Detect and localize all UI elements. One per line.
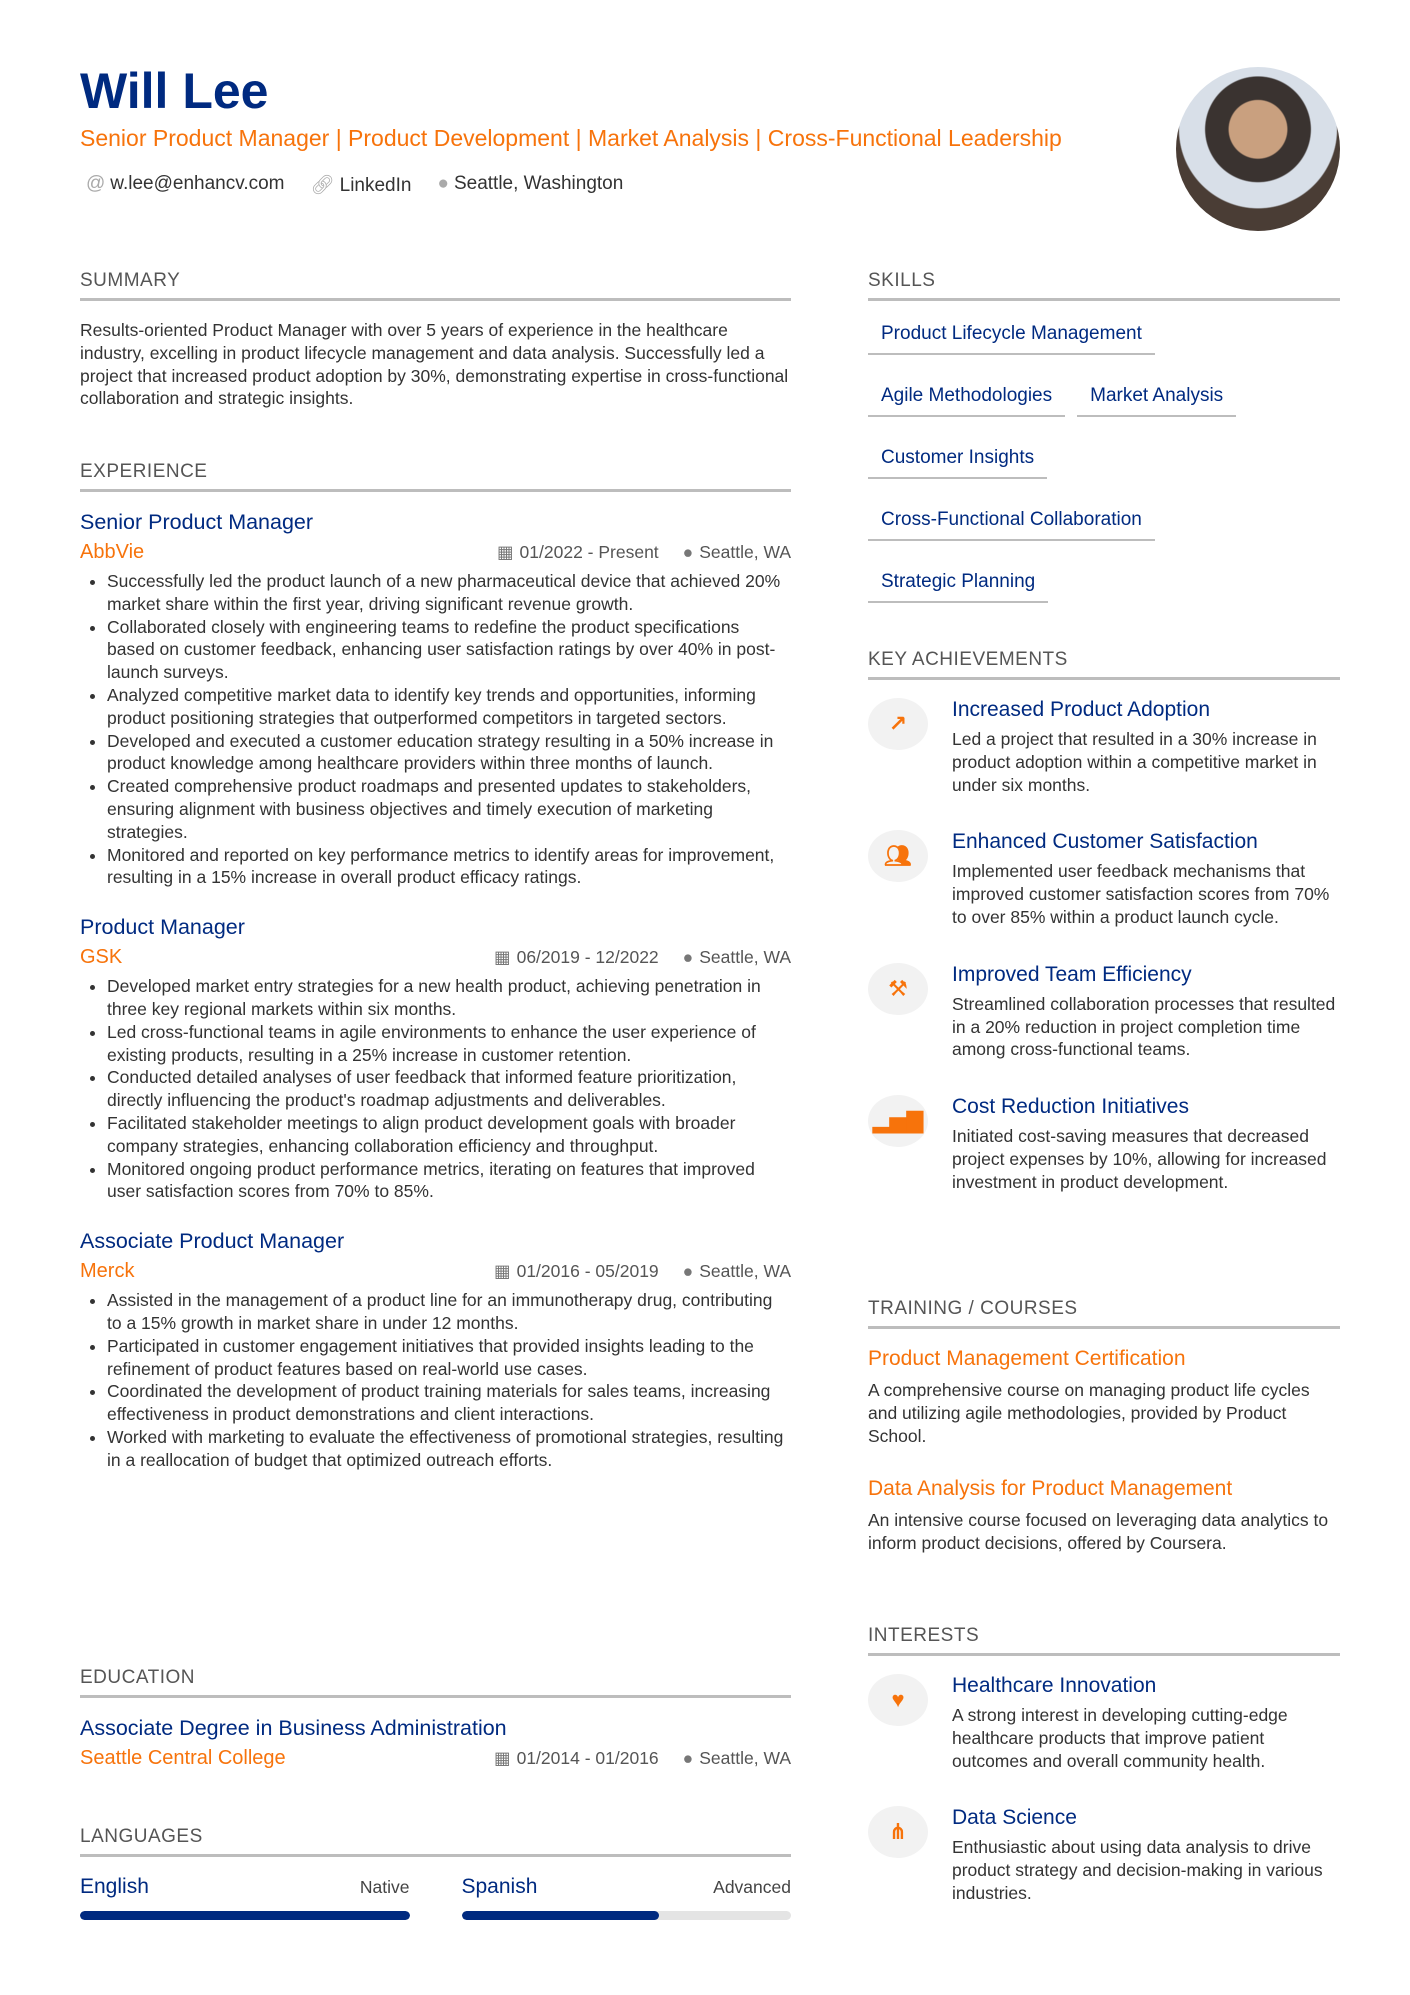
section-heading: KEY ACHIEVEMENTS [868,649,1340,680]
job-entry [80,915,791,1203]
section-heading: EXPERIENCE [80,461,791,492]
skills-section [868,270,1340,629]
section-heading: SUMMARY [80,270,791,301]
job-bullet: • Analyzed competitive market data to identify key trends and opportunities, informing product positioning strategies that outperformed competitors in targeted sectors. [107,684,791,730]
candidate-name: Will Lee [80,63,269,119]
proficiency-bar [80,1911,410,1920]
languages-section [80,1826,791,1920]
proficiency-fill [80,1911,410,1920]
interest-title: Healthcare Innovation [952,1674,1157,1697]
email-link[interactable]: w.lee@enhancv.com [110,173,285,194]
job-bullet: • Participated in customer engagement initiatives that provided insights leading to the refinement of product features based on real-world use cases. [107,1335,791,1381]
achievement-item [868,1095,1340,1193]
job-location: Seattle, WA [699,542,791,562]
course-text: An intensive course focused on leveraging data analytics to inform product decisions, offered by Coursera. [868,1510,1329,1554]
job-title: Product Manager [80,915,245,940]
degree: Associate Degree in Business Administration [80,1716,507,1740]
job-bullet: • Created comprehensive product roadmaps and presented updates to stakeholders, ensuring alignment with business objectives and timely execution of marketing strategies. [107,775,791,843]
linkedin-link[interactable]: LinkedIn [339,175,412,196]
job-bullet: • Led cross-functional teams in agile environments to enhance the user experience of existing products, resulting in a 25% increase in customer retention. [107,1021,791,1067]
calendar-icon: ▦ [494,1748,511,1768]
job-dates: 01/2022 - Present [519,542,659,562]
job-bullet: • Collaborated closely with engineering teams to redefine the product specifications based on customer feedback, enhancing user satisfaction ratings by over 40% in post-launch surveys. [107,616,791,684]
language-level: Advanced [713,1877,791,1897]
chart-arrow-icon: ↗ [868,698,928,750]
interest-item [868,1674,1340,1772]
job-dates: 06/2019 - 12/2022 [516,947,659,968]
location: Seattle, Washington [453,173,624,194]
job-bullet: • Successfully led the product launch of a new pharmaceutical device that achieved 20% market share within the first year, driving significant revenue growth. [107,570,791,616]
course-item [868,1347,1340,1447]
edu-location: Seattle, WA [699,1748,791,1768]
achievements-section [868,649,1340,1228]
edu-dates: 01/2014 - 01/2016 [516,1748,659,1768]
skill-tag: Market Analysis [1077,381,1236,417]
achievement-title: Improved Team Efficiency [952,962,1192,986]
job-bullet: • Developed and executed a customer education strategy resulting in a 50% increase in product knowledge among healthcare providers within three months of launch. [107,730,791,776]
section-heading: EDUCATION [80,1667,791,1698]
section-heading: LANGUAGES [80,1826,791,1857]
course-title: Product Management Certification [868,1347,1186,1370]
experience-section [80,461,791,1472]
users-icon: 👥︎ [868,830,928,882]
language-name: English [80,1875,149,1898]
language-item [80,1875,410,1920]
job-bullet: • Developed market entry strategies for a new health product, achieving penetration in three key regional markets within six months. [107,975,791,1021]
job-dates: 01/2016 - 05/2019 [516,1261,659,1282]
summary-text: Results-oriented Product Manager with over 5 years of experience in the healthcare industry, excelling in product lifecycle management and data analysis. Successfully led a project that increased product adoption by 30%, demonstrating expertise in cross-functional collaboration and strategic insights. [80,320,789,409]
language-item [462,1875,792,1920]
course-title: Data Analysis for Product Management [868,1477,1233,1501]
company: GSK [80,946,123,969]
company: AbbVie [80,541,145,563]
candidate-title: Senior Product Manager | Product Development | Market Analysis | Cross-Functional Leadership [80,125,1062,151]
job-bullet: • Monitored ongoing product performance metrics, iterating on features that improved user satisfaction scores from 70% to 85%. [107,1158,791,1204]
location-pin-icon: ● [682,542,694,562]
section-heading: INTERESTS [868,1625,1340,1656]
section-heading: SKILLS [868,270,1340,301]
achievement-title: Cost Reduction Initiatives [952,1095,1189,1119]
job-title: Associate Product Manager [80,1229,345,1254]
network-icon: ⋔ [868,1806,928,1858]
company: Merck [80,1260,135,1283]
skill-tag: Strategic Planning [868,567,1048,603]
at-icon: @ [86,173,106,194]
job-bullet: • Coordinated the development of product training materials for sales teams, increasing effectiveness in product demonstrations and client interactions. [107,1380,791,1426]
language-level: Native [359,1877,410,1897]
skill-tag: Cross-Functional Collaboration [868,505,1155,541]
calendar-icon: ▦ [494,947,511,968]
job-entry [80,510,791,889]
interest-text: A strong interest in developing cutting-edge healthcare products that improve patient outcomes and overall community health. [952,1705,1288,1771]
course-item [868,1477,1340,1555]
job-bullet: • Facilitated stakeholder meetings to align product development goals with broader company strategies, enhancing collaboration efficiency and throughput. [107,1112,791,1158]
skill-tag: Agile Methodologies [868,381,1065,417]
skill-tag: Customer Insights [868,443,1047,479]
education-section [80,1667,791,1770]
profile-photo [1176,67,1340,231]
skill-tag: Product Lifecycle Management [868,319,1155,355]
calendar-icon: ▦ [497,542,514,562]
location-pin-icon: ● [682,1261,694,1282]
job-bullet: • Worked with marketing to evaluate the effectiveness of promotional strategies, resulting in a reallocation of budget that optimized outreach efforts. [107,1426,791,1472]
contact-info [86,173,623,197]
summary-section [80,270,791,410]
job-location: Seattle, WA [699,1261,791,1282]
location-pin-icon: ● [682,1748,694,1768]
heart-pulse-icon: ♥ [868,1674,928,1726]
achievement-text: Led a project that resulted in a 30% increase in product adoption within a competitive market in under six months. [952,729,1317,795]
achievement-text: Implemented user feedback mechanisms that improved customer satisfaction scores from 70% to over 85% within a product launch cycle. [952,861,1330,927]
interest-text: Enthusiastic about using data analysis to drive product strategy and decision-making in various industries. [952,1837,1323,1903]
achievement-item [868,830,1340,928]
school: Seattle Central College [80,1747,286,1769]
achievement-title: Increased Product Adoption [952,698,1211,721]
job-title: Senior Product Manager [80,510,314,534]
section-heading: TRAINING / COURSES [868,1298,1340,1329]
proficiency-fill [462,1911,660,1920]
proficiency-bar [462,1911,792,1920]
job-bullet: • Monitored and reported on key performance metrics to identify areas for improvement, resulting in a 15% increase in overall product efficacy ratings. [107,844,791,890]
location-pin-icon: ● [682,947,694,968]
bar-chart-icon: ▂▅▇ [868,1095,928,1147]
achievement-text: Initiated cost-saving measures that decreased project expenses by 10%, allowing for increased investment in product development. [952,1126,1327,1192]
job-bullet: • Assisted in the management of a product line for an immunotherapy drug, contributing to a 15% growth in market share in under 12 months. [107,1289,791,1335]
interests-section [868,1625,1340,1939]
interest-item [868,1806,1340,1904]
tools-icon: ⚒ [868,963,928,1015]
interest-title: Data Science [952,1806,1077,1830]
language-name: Spanish [461,1875,538,1898]
course-text: A comprehensive course on managing product life cycles and utilizing agile methodologies, provided by Product School. [868,1380,1310,1446]
achievement-item [868,698,1340,796]
achievement-text: Streamlined collaboration processes that resulted in a 20% reduction in project completion time among cross-functional teams. [952,993,1336,1060]
job-location: Seattle, WA [699,947,791,968]
job-entry [80,1229,791,1471]
calendar-icon: ▦ [494,1261,511,1282]
link-icon: 🔗︎ [310,175,335,196]
location-pin-icon: ● [437,173,449,194]
job-bullet: • Conducted detailed analyses of user feedback that informed feature prioritization, directly influencing the product's roadmap adjustments and deliverables. [107,1066,791,1112]
achievement-item [868,963,1340,1061]
achievement-title: Enhanced Customer Satisfaction [952,830,1258,854]
training-section [868,1298,1340,1585]
